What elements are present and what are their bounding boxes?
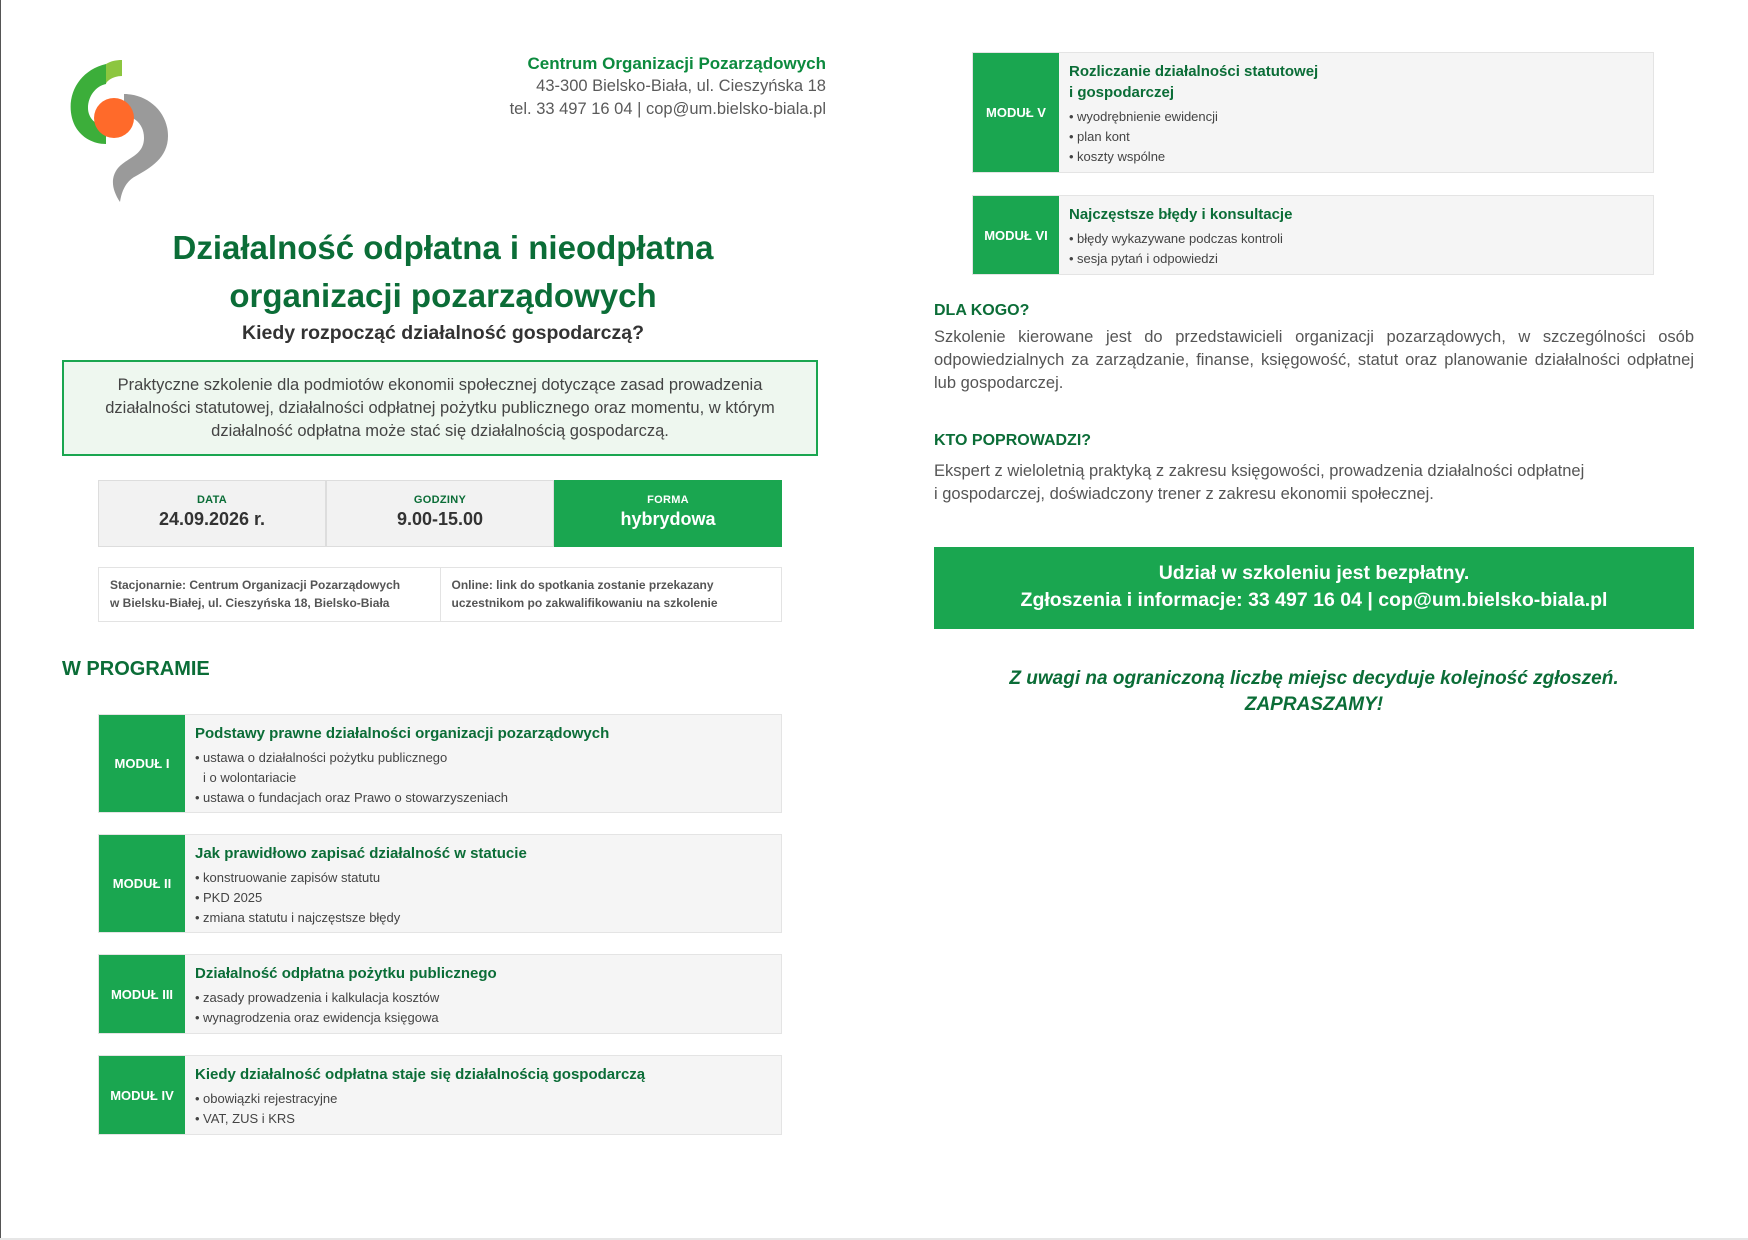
- list-item-continuation: i o wolontariacie: [203, 770, 297, 785]
- event-info-row: [98, 480, 782, 547]
- closing-note: [934, 666, 1694, 718]
- list-item: • ustawa o fundacjach oraz Prawo o stowarzyszeniach: [195, 788, 609, 808]
- title-line-2: organizacji pozarządowych: [229, 277, 657, 314]
- module-list: [195, 748, 609, 808]
- module-list: [195, 868, 527, 928]
- page-border: [0, 0, 1, 1240]
- module-title: Najczęstsze błędy i konsultacje: [1069, 206, 1293, 223]
- trainer-heading: KTO POPROWADZI?: [934, 432, 1092, 449]
- list-item: • błędy wykazywane podczas kontroli: [1069, 229, 1292, 249]
- location-row: [98, 567, 782, 622]
- closing-line-1: Z uwagi na ograniczoną liczbę miejsc decyduje kolejność zgłoszeń.: [1009, 668, 1619, 689]
- program-heading: W PROGRAMIE: [62, 658, 210, 680]
- module-list: [195, 1089, 645, 1129]
- intro-line-1: Praktyczne szkolenie dla podmiotów ekonomii społecznej dotyczące zasad prowadzenia: [117, 376, 763, 394]
- hours-label: GODZINY: [413, 494, 467, 506]
- list-item: • zasady prowadzenia i kalkulacja kosztów: [195, 988, 497, 1008]
- hours-box: [326, 480, 554, 547]
- module-body: [185, 715, 609, 812]
- module-body: [185, 1056, 645, 1134]
- module-tag: MODUŁ II: [99, 835, 185, 932]
- audience-text: Szkolenie kierowane jest do przedstawicieli organizacji pozarządowych, w szczególności osób odpowiedzialnych za zarządzanie, finanse, księgowość, statut oraz planowanie działalności odpłatnej lub gospodarczej.: [934, 328, 1694, 392]
- stationary-line-2: w Bielsku-Białej, ul. Cieszyńska 18, Bielsko-Biała: [110, 596, 390, 610]
- audience-heading: DLA KOGO?: [934, 302, 1030, 319]
- organization-address: 43-300 Bielsko-Biała, ul. Cieszyńska 18: [536, 77, 826, 95]
- module-title-line-1: Rozliczanie działalności statutowej: [1069, 63, 1319, 80]
- organization-contact: tel. 33 497 16 04 | cop@um.bielsko-biala.pl: [509, 100, 826, 118]
- stationary-line-1: Stacjonarnie: Centrum Organizacji Pozarządowych: [110, 578, 401, 592]
- form-value: hybrydowa: [620, 509, 716, 529]
- module-title: Jak prawidłowo zapisać działalność w statucie: [195, 845, 527, 862]
- closing-line-2: ZAPRASZAMY!: [1244, 694, 1384, 715]
- trainer-line-2: i gospodarczej, doświadczony trener z zakresu ekonomii społecznej.: [934, 485, 1434, 503]
- module-tag: MODUŁ V: [973, 53, 1059, 172]
- module-title: Kiedy działalność odpłatna staje się działalnością gospodarczą: [195, 1066, 646, 1083]
- registration-banner: [934, 547, 1694, 629]
- list-item: • VAT, ZUS i KRS: [195, 1109, 645, 1129]
- online-line-2: uczestnikom po zakwalifikowaniu na szkolenie: [451, 596, 718, 610]
- module-list: [1069, 107, 1318, 167]
- online-location: [440, 568, 782, 621]
- module-tag: MODUŁ III: [99, 955, 185, 1033]
- title-line-1: Działalność odpłatna i nieodpłatna: [172, 229, 714, 266]
- module-list: [195, 988, 497, 1028]
- date-box: [98, 480, 326, 547]
- module-3: [98, 954, 782, 1034]
- intro-line-3: działalność odpłatna może stać się działalnością gospodarczą.: [211, 422, 669, 440]
- cop-logo: [66, 60, 178, 202]
- module-4: [98, 1055, 782, 1135]
- module-tag: MODUŁ IV: [99, 1056, 185, 1134]
- form-box: [554, 480, 782, 547]
- module-body: [185, 835, 527, 932]
- module-list: [1069, 229, 1292, 269]
- module-title: Działalność odpłatna pożytku publicznego: [195, 965, 497, 982]
- date-value: 24.09.2026 r.: [158, 509, 266, 529]
- list-item: • ustawa o działalności pożytku publicznego: [195, 748, 609, 768]
- list-item: • obowiązki rejestracyjne: [195, 1089, 645, 1109]
- module-title-line-2: i gospodarczej: [1069, 84, 1175, 101]
- cta-line-1: Udział w szkoleniu jest bezpłatny.: [1158, 562, 1470, 584]
- trainer-line-1: Ekspert z wieloletnią praktyką z zakresu księgowości, prowadzenia działalności odpłatnej: [934, 462, 1585, 480]
- page-subtitle: Kiedy rozpocząć działalność gospodarczą?: [241, 322, 645, 344]
- list-item: • koszty wspólne: [1069, 147, 1318, 167]
- online-line-1: Online: link do spotkania zostanie przekazany: [451, 578, 714, 592]
- list-item: • wyodrębnienie ewidencji: [1069, 107, 1318, 127]
- list-item: • sesja pytań i odpowiedzi: [1069, 249, 1292, 269]
- intro-line-2: działalności statutowej, działalności odpłatnej pożytku publicznego oraz momentu, w którym: [105, 399, 775, 417]
- page-title: [62, 224, 824, 320]
- module-2: [98, 834, 782, 933]
- cta-line-2: Zgłoszenia i informacje: 33 497 16 04 | cop@um.bielsko-biala.pl: [1020, 589, 1608, 611]
- module-body: [1059, 196, 1292, 274]
- stationary-location: [99, 568, 440, 621]
- list-item: • PKD 2025: [195, 888, 527, 908]
- intro-box: [62, 360, 818, 456]
- organization-name: Centrum Organizacji Pozarządowych: [527, 54, 826, 73]
- trainer-text: [934, 460, 1694, 506]
- module-6: [972, 195, 1654, 275]
- list-item: • wynagrodzenia oraz ewidencja księgowa: [195, 1008, 497, 1028]
- list-item: • plan kont: [1069, 127, 1318, 147]
- hours-value: 9.00-15.00: [396, 509, 484, 529]
- organization-header: [510, 52, 826, 121]
- module-title: Podstawy prawne działalności organizacji pozarządowych: [195, 725, 610, 742]
- date-label: DATA: [196, 494, 228, 506]
- module-tag: MODUŁ VI: [973, 196, 1059, 274]
- module-body: [185, 955, 497, 1033]
- module-1: [98, 714, 782, 813]
- list-item: • konstruowanie zapisów statutu: [195, 868, 527, 888]
- list-item: • zmiana statutu i najczęstsze błędy: [195, 908, 527, 928]
- module-body: [1059, 53, 1318, 172]
- form-label: FORMA: [647, 494, 689, 506]
- module-5: [972, 52, 1654, 173]
- module-tag: MODUŁ I: [99, 715, 185, 812]
